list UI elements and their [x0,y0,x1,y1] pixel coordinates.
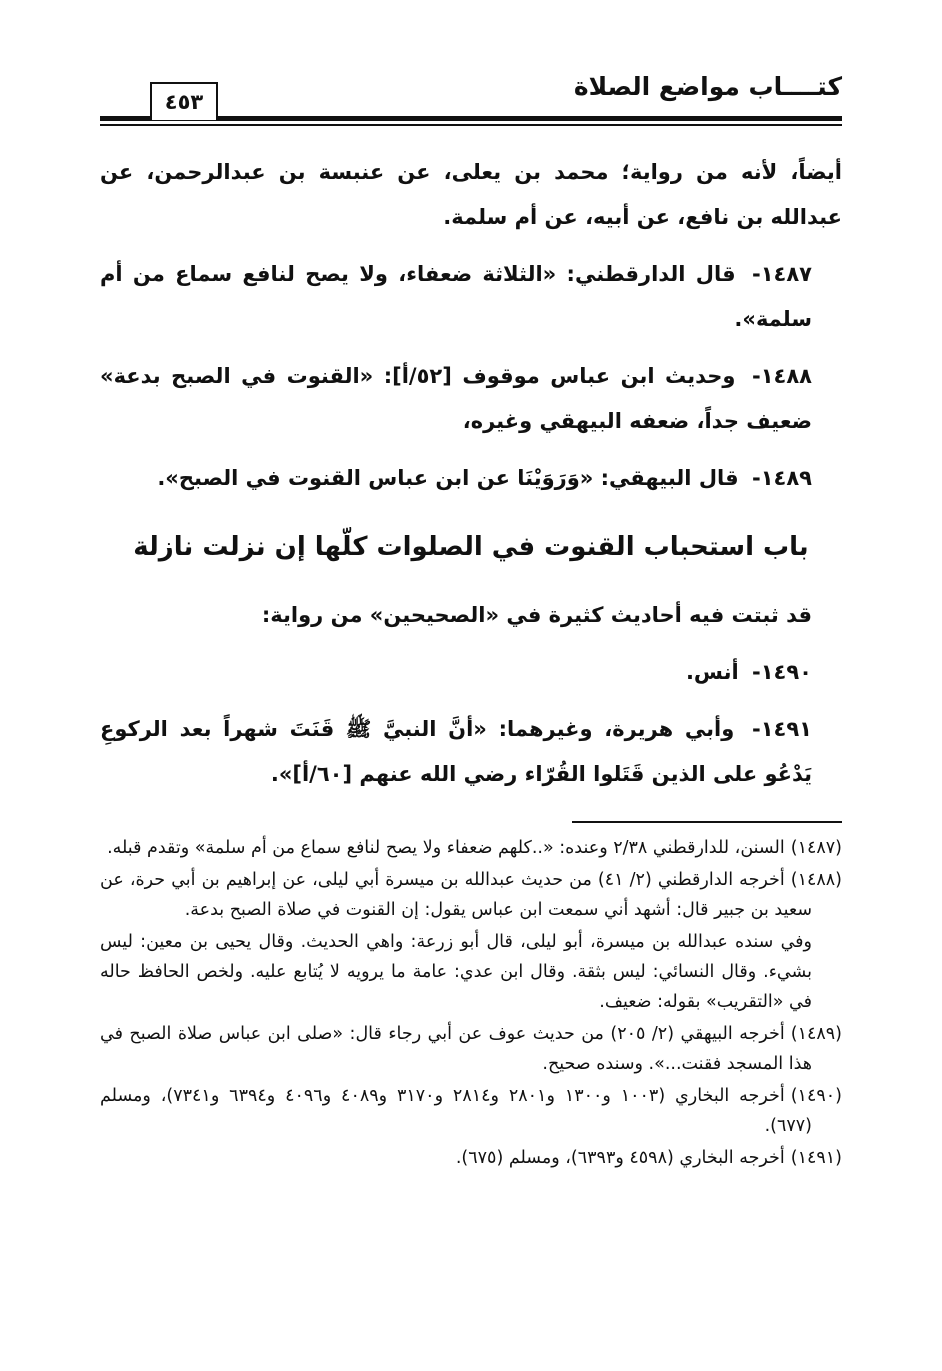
entry-number: ١٤٩٠- [752,660,812,684]
footnote-mark: (١٤٩٠) [790,1086,842,1106]
footnote-1491 [100,1143,842,1173]
footnote-mark: (١٤٨٨) [790,870,842,890]
footnote-mark: (١٤٩١) [790,1148,842,1168]
footnote-1488-continuation: وفي سنده عبدالله بن ميسرة، أبو ليلى، قال أبو زرعة: واهي الحديث. وقال يحيى بن معين: ليس بشيء. وقال النسائي: ليس بثقة. وقال ابن عدي: عامة ما يرويه لا يُتابع عليه. ولخص الحافظ حاله في «التقريب» بقوله: ضعيف. [100,932,812,1012]
page-number: ٤٥٣ [150,82,218,120]
footnote-1487 [100,833,842,863]
footnote-1489 [100,1019,842,1079]
entry-text: أنس. [685,660,739,684]
footnote-separator [572,821,842,823]
footnote-text: أخرجه البخاري (٤٥٩٨ و٦٣٩٣)، ومسلم (٦٧٥). [455,1148,785,1168]
main-text [100,150,842,797]
book-page [100,60,842,1350]
footnote-mark: (١٤٨٩) [790,1024,842,1044]
entry-text: وأبي هريرة، وغيرهما: «أنَّ النبيَّ ﷺ قَنَتَ شهراً بعد الركوعِ يَدْعُو على الذين قَتَلوا القُرّاء رضي الله عنهم [٦٠/أ]». [100,717,812,786]
footnote-text: أخرجه البخاري (١٠٠٣ و١٣٠٠ و٢٨٠١ و٢٨١٤ و٣١٧٠ و٤٠٨٩ و٤٠٩٦ و٦٣٩٤ و٧٣٤١)، ومسلم (٦٧٧). [100,1086,812,1136]
page-header [100,60,842,130]
entry-text: وحديث ابن عباس موقوف [٥٢/أ]: «القنوت في الصبح بدعة» ضعيف جداً، ضعفه البيهقي وغيره، [100,364,812,433]
footnote-mark: (١٤٨٧) [790,838,842,858]
footnote-text: أخرجه البيهقي (٢/ ٢٠٥) من حديث عوف عن أبي رجاء قال: «صلى ابن عباس صلاة الصبح في هذا المسجد فقنت...». وسنده صحيح. [100,1024,812,1074]
footnote-text: أخرجه الدارقطني (٢/ ٤١) من حديث عبدالله بن ميسرة أبي ليلى، عن إبراهيم بن أبي حرة، عن سعيد بن جبير قال: أشهد أني سمعت ابن عباس يقول: إن القنوت في صلاة الصبح بدعة. [100,870,812,920]
entry-number: ١٤٨٨- [752,364,812,388]
footnote-1490 [100,1081,842,1141]
entry-number: ١٤٨٩- [752,466,812,490]
entry-1491 [100,707,842,797]
paragraph-continuation: أيضاً، لأنه من رواية؛ محمد بن يعلى، عن عنبسة بن عبدالرحمن، عن عبدالله بن نافع، عن أبيه، عن أم سلمة. [100,160,842,229]
footnotes [100,833,842,1173]
footnote-text: السنن، للدارقطني ٢/٣٨ وعنده: «..كلهم ضعفاء ولا يصح لنافع سماع من أم سلمة» وتقدم قبله. [107,838,785,858]
entry-text: قال الدارقطني: «الثلاثة ضعفاء، ولا يصح لنافع سماع من أم سلمة». [100,262,812,331]
footnote-1488 [100,865,842,925]
entry-number: ١٤٨٧- [752,262,812,286]
running-title: كتــــاب مواضع الصلاة [573,72,842,101]
entry-1489 [100,456,842,501]
chapter-heading: باب استحباب القنوت في الصلوات كلّها إن نزلت نازلة [133,532,809,562]
entry-number: ١٤٩١- [752,717,813,741]
header-rule-thin [100,124,842,126]
entry-1487 [100,252,842,342]
entry-1490 [100,650,842,695]
chapter-intro: قد ثبتت فيه أحاديث كثيرة في «الصحيحين» من رواية: [261,603,812,627]
entry-1488 [100,354,842,444]
entry-text: قال البيهقي: «وَرَوَيْنَا عن ابن عباس القنوت في الصبح». [157,466,739,490]
